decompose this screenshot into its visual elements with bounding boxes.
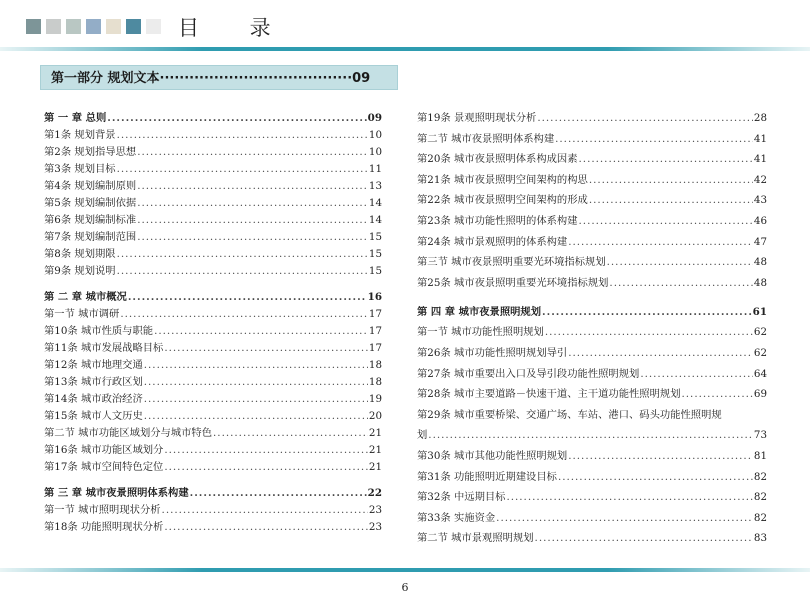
color-swatch — [86, 19, 101, 34]
toc-entry-row[interactable] — [44, 178, 382, 195]
dot-leader — [537, 110, 753, 127]
toc-entry-row[interactable] — [44, 195, 382, 212]
toc-entry-row[interactable] — [417, 448, 767, 465]
toc-entry-row[interactable] — [417, 530, 767, 547]
dot-leader — [137, 195, 368, 212]
toc-entry-row[interactable] — [417, 275, 767, 292]
toc-chapter-row[interactable] — [417, 304, 767, 321]
toc-entry-row[interactable] — [417, 213, 767, 230]
toc-page-number: 62 — [753, 326, 767, 339]
dot-leader — [542, 304, 752, 321]
dot-leader — [609, 275, 752, 292]
toc-page-number: 10 — [368, 146, 382, 158]
color-swatch — [26, 19, 41, 34]
toc-page-number: 21 — [368, 444, 382, 456]
toc-page-number: 82 — [753, 491, 767, 504]
toc-entry-row[interactable] — [44, 519, 382, 536]
dot-leader — [128, 289, 367, 306]
dot-leader — [535, 530, 753, 547]
toc-entry-label: 第二节 城市景观照明规划 — [417, 532, 534, 545]
toc-entry-label: 第33条 实施资金 — [417, 511, 496, 524]
toc-entry-label: 第 一 章 总则 — [44, 112, 107, 124]
dot-leader — [682, 386, 753, 403]
dot-leader — [164, 340, 368, 357]
toc-page-number: 43 — [753, 194, 767, 207]
toc-entry-label: 第16条 城市功能区域划分 — [44, 444, 164, 456]
toc-page-number: 11 — [368, 163, 382, 175]
toc-entry-row[interactable] — [417, 489, 767, 506]
dot-leader — [190, 485, 367, 502]
toc-chapter-row[interactable] — [44, 110, 382, 127]
toc-entry-row[interactable] — [44, 459, 382, 476]
dot-leader — [162, 502, 368, 519]
toc-chapter-row[interactable] — [44, 485, 382, 502]
toc-page-number: 20 — [368, 410, 382, 422]
color-swatch-strip — [26, 19, 161, 34]
toc-entry-label: 第3条 规划目标 — [44, 163, 116, 175]
color-swatch — [126, 19, 141, 34]
toc-entry-row[interactable] — [417, 345, 767, 362]
toc-page-number: 13 — [368, 180, 382, 192]
toc-page-number: 47 — [753, 235, 767, 248]
dot-leader — [555, 131, 753, 148]
dot-leader — [607, 254, 753, 271]
toc-entry-label: 第17条 城市空间特色定位 — [44, 461, 164, 473]
toc-entry-row[interactable] — [44, 246, 382, 263]
toc-entry-row[interactable] — [417, 510, 767, 527]
dot-leader — [144, 357, 368, 374]
toc-page-number: 14 — [368, 214, 382, 226]
dot-leader — [137, 212, 368, 229]
toc-entry-label: 第24条 城市景观照明的体系构建 — [417, 235, 568, 248]
toc-entry-label: 第27条 城市重要出入口及导引段功能性照明规划 — [417, 367, 640, 380]
toc-page-number: 15 — [368, 231, 382, 243]
dot-leader — [558, 469, 753, 486]
toc-left-column — [44, 110, 382, 536]
dot-leader — [137, 229, 368, 246]
toc-entry-row[interactable] — [417, 192, 767, 209]
toc-page-number: 81 — [753, 449, 767, 462]
toc-entry-label: 第13条 城市行政区划 — [44, 376, 143, 388]
dot-leader — [579, 151, 753, 168]
toc-page-number: 18 — [368, 376, 382, 388]
toc-entry-label: 第26条 城市功能性照明规划导引 — [417, 346, 568, 359]
toc-entry-row[interactable] — [417, 366, 767, 383]
toc-entry-label: 第1条 规划背景 — [44, 129, 116, 141]
toc-entry-label: 第二节 城市功能区域划分与城市特色 — [44, 427, 213, 439]
toc-page-number: 21 — [368, 461, 382, 473]
toc-entry-row[interactable] — [417, 131, 767, 148]
toc-entry-label: 第8条 规划期限 — [44, 248, 116, 260]
dot-leader — [117, 263, 368, 280]
toc-page-number: 23 — [368, 504, 382, 516]
color-swatch — [106, 19, 121, 34]
toc-page-number: 73 — [753, 429, 767, 442]
toc-entry-row[interactable] — [44, 127, 382, 144]
toc-page-number: 18 — [368, 359, 382, 371]
dot-leader — [579, 213, 753, 230]
toc-entry-label: 第29条 城市重要桥梁、交通广场、车站、港口、码头功能性照明规 — [417, 408, 722, 421]
toc-entry-label: 第23条 城市功能性照明的体系构建 — [417, 214, 578, 227]
dot-leader — [144, 391, 368, 408]
dot-leader — [213, 425, 368, 442]
toc-entry-row[interactable] — [417, 386, 767, 403]
toc-entry-row[interactable] — [417, 427, 767, 444]
toc-entry-label: 第4条 规划编制原则 — [44, 180, 137, 192]
footer-band — [0, 568, 810, 572]
toc-entry-label: 第2条 规划指导思想 — [44, 146, 137, 158]
toc-page-number: 23 — [368, 521, 382, 533]
dot-leader — [589, 172, 753, 189]
toc-page-number: 41 — [753, 153, 767, 166]
toc-entry-label: 第 二 章 城市概况 — [44, 291, 127, 303]
dot-leader — [154, 323, 368, 340]
toc-entry-label: 第10条 城市性质与职能 — [44, 325, 154, 337]
dot-leader — [117, 246, 368, 263]
toc-page-number: 15 — [368, 248, 382, 260]
toc-entry-label: 第9条 规划说明 — [44, 265, 116, 277]
toc-entry-label: 第5条 规划编制依据 — [44, 197, 137, 209]
toc-entry-row[interactable] — [417, 407, 767, 424]
toc-entry-row[interactable] — [44, 263, 382, 280]
toc-page-number: 17 — [368, 342, 382, 354]
toc-entry-row[interactable] — [44, 391, 382, 408]
toc-page-number: 19 — [368, 393, 382, 405]
toc-page-number: 14 — [368, 197, 382, 209]
toc-page-number: 82 — [753, 511, 767, 524]
header-band — [0, 47, 810, 51]
dot-leader — [568, 234, 753, 251]
toc-page-number: 10 — [368, 129, 382, 141]
toc-entry-label: 第11条 城市发展战略目标 — [44, 342, 164, 354]
toc-page-number: 22 — [367, 487, 382, 499]
toc-entry-row[interactable] — [44, 357, 382, 374]
toc-entry-row[interactable] — [44, 212, 382, 229]
toc-entry-label: 第二节 城市夜景照明体系构建 — [417, 132, 555, 145]
page-title: 目 录 — [178, 16, 293, 40]
toc-page-number: 17 — [368, 325, 382, 337]
dot-leader — [506, 489, 752, 506]
toc-entry-label: 第三节 城市夜景照明重要光环境指标规划 — [417, 256, 606, 269]
toc-page-number: 09 — [367, 112, 382, 124]
toc-entry-row[interactable] — [44, 144, 382, 161]
dot-leader — [164, 519, 368, 536]
toc-entry-label: 第20条 城市夜景照明体系构成因素 — [417, 153, 578, 166]
dot-leader — [589, 192, 753, 209]
toc-entry-row[interactable] — [417, 172, 767, 189]
toc-entry-row[interactable] — [417, 324, 767, 341]
toc-entry-label: 第31条 功能照明近期建设目标 — [417, 470, 557, 483]
dot-leader — [568, 448, 753, 465]
toc-entry-label: 第一节 城市调研 — [44, 308, 120, 320]
toc-page-number: 15 — [368, 265, 382, 277]
dot-leader — [496, 510, 753, 527]
toc-entry-label: 第18条 功能照明现状分析 — [44, 521, 164, 533]
dot-leader — [117, 161, 368, 178]
toc-entry-label: 第7条 规划编制范围 — [44, 231, 137, 243]
toc-entry-label: 第30条 城市其他功能性照明规划 — [417, 449, 568, 462]
toc-entry-row[interactable] — [44, 161, 382, 178]
toc-page-number: 48 — [753, 256, 767, 269]
color-swatch — [146, 19, 161, 34]
toc-page-number: 62 — [753, 346, 767, 359]
toc-entry-label: 第14条 城市政治经济 — [44, 393, 143, 405]
part-heading: 第一部分 规划文本·······································09 — [40, 65, 398, 90]
toc-entry-label: 第 三 章 城市夜景照明体系构建 — [44, 487, 189, 499]
dot-leader — [144, 374, 368, 391]
dot-leader — [117, 127, 368, 144]
toc-entry-label: 第25条 城市夜景照明重要光环境指标规划 — [417, 276, 609, 289]
toc-entry-label: 第22条 城市夜景照明空间架构的形成 — [417, 194, 588, 207]
toc-entry-label: 划 — [417, 429, 428, 442]
color-swatch — [66, 19, 81, 34]
toc-entry-row[interactable] — [44, 502, 382, 519]
toc-entry-label: 第28条 城市主要道路－快速干道、主干道功能性照明规划 — [417, 388, 681, 401]
toc-entry-label: 第12条 城市地理交通 — [44, 359, 143, 371]
toc-entry-row[interactable] — [44, 425, 382, 442]
dot-leader — [545, 324, 753, 341]
toc-entry-row[interactable] — [44, 408, 382, 425]
dot-leader — [640, 366, 753, 383]
dot-leader — [164, 459, 368, 476]
toc-entry-label: 第一节 城市照明现状分析 — [44, 504, 161, 516]
page-number: 6 — [401, 581, 409, 594]
color-swatch — [46, 19, 61, 34]
dot-leader — [137, 178, 368, 195]
dot-leader — [144, 408, 368, 425]
toc-entry-row[interactable] — [417, 151, 767, 168]
toc-chapter-row[interactable] — [44, 289, 382, 306]
toc-page-number: 69 — [753, 388, 767, 401]
toc-entry-label: 第一节 城市功能性照明规划 — [417, 326, 544, 339]
toc-page-number: 28 — [753, 112, 767, 124]
toc-entry-row[interactable] — [44, 374, 382, 391]
toc-entry-label: 第21条 城市夜景照明空间架构的构思 — [417, 173, 588, 186]
toc-page-number: 61 — [752, 305, 767, 318]
dot-leader — [120, 306, 368, 323]
toc-entry-label: 第 四 章 城市夜景照明规划 — [417, 305, 542, 318]
dot-leader — [107, 110, 366, 127]
dot-leader — [428, 427, 753, 444]
toc-page-number: 64 — [753, 367, 767, 380]
toc-entry-row[interactable] — [44, 306, 382, 323]
toc-page-number: 83 — [753, 532, 767, 545]
toc-right-column — [417, 110, 767, 547]
toc-entry-label: 第6条 规划编制标准 — [44, 214, 137, 226]
toc-entry-label: 第19条 景观照明现状分析 — [417, 112, 537, 124]
dot-leader — [568, 345, 753, 362]
toc-entry-row[interactable] — [417, 254, 767, 271]
toc-page-number: 42 — [753, 173, 767, 186]
toc-page-number: 17 — [368, 308, 382, 320]
toc-entry-row[interactable] — [417, 469, 767, 486]
toc-entry-label: 第32条 中远期目标 — [417, 491, 506, 504]
toc-page-number: 82 — [753, 470, 767, 483]
toc-entry-label: 第15条 城市人文历史 — [44, 410, 143, 422]
toc-entry-row[interactable] — [44, 340, 382, 357]
toc-page-number: 21 — [368, 427, 382, 439]
dot-leader — [164, 442, 368, 459]
toc-entry-row[interactable] — [44, 442, 382, 459]
toc-page-number: 41 — [753, 132, 767, 145]
toc-page-number: 48 — [753, 276, 767, 289]
toc-page-number: 46 — [753, 214, 767, 227]
dot-leader — [137, 144, 368, 161]
toc-entry-row[interactable] — [417, 110, 767, 127]
toc-entry-row[interactable] — [44, 229, 382, 246]
toc-entry-row[interactable] — [44, 323, 382, 340]
toc-entry-row[interactable] — [417, 234, 767, 251]
toc-page-number: 16 — [367, 291, 382, 303]
